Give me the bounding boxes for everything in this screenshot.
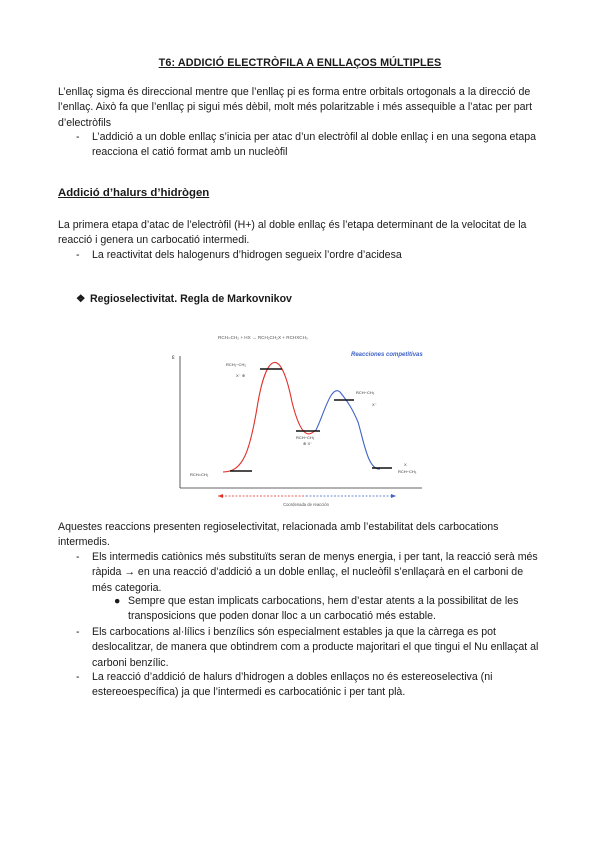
dash-marker: - — [76, 249, 80, 261]
dash-marker: - — [76, 131, 80, 143]
dash-text-allylic: Els carbocations al·lílics i benzílics són especialment estables ja que la càrrega es pot deslocalitzar, de manera que obtindrem com a producte majoritari el que tingui el Nu enllaçat al carboni benzílic. — [92, 626, 539, 669]
section-heading: Addició d’halurs d’hidrògen — [58, 187, 210, 199]
dash-marker: - — [76, 626, 80, 638]
left-arrow-head-icon — [218, 494, 223, 498]
energy-profile-figure — [168, 322, 430, 512]
product-label: RCH−CH₃ — [398, 469, 417, 474]
right-ts-sub: X⁻ — [372, 402, 377, 407]
dash-text-intermediates: Els intermedis catiònics més substituïts seran de menys energia, i per tant, la reacció serà més ràpida → en una reacció d’addició a un doble enllaç, el nucleòfil s’enllaçarà en el carboni de més categoria. — [92, 551, 538, 594]
diamond-bullet-icon: ❖ — [76, 293, 86, 305]
intro-paragraph: L’enllaç sigma és direccional mentre que l’enllaç pi es forma entre orbitals ortogonals a la direcció de l’enllaç. Això fa que l’enllaç pi sigui més dèbil, molt més polaritzable i més assequible a l’atac per part d’electròfils — [58, 86, 533, 129]
section-paragraph: La primera etapa d’atac de l’electròfil (H+) al doble enllaç és l’etapa determinant de la velocitat de la reacció i genera un carbocatió intermedi. — [58, 219, 527, 247]
x-axis-label: Coordenada de reacción — [283, 502, 329, 507]
product-sub: X — [404, 462, 407, 467]
left-ts-label: RCH₂−CH₂ — [226, 362, 246, 367]
dash-item-allylic — [76, 625, 546, 671]
reactant-label: RCH=CH₂ — [190, 472, 209, 477]
right-arrow-head-icon — [391, 494, 396, 498]
dash-marker: - — [76, 551, 80, 563]
section-dash-item — [76, 248, 546, 263]
figure-legend: Reacciones competitivas — [351, 352, 423, 358]
intermediate-label: RCH−CH₃ — [296, 435, 315, 440]
dash-item-intermediates — [76, 550, 546, 596]
right-ts-label: RCH−CH₃ — [356, 390, 375, 395]
red-pathway-curve — [223, 362, 316, 472]
dash-item-stereo — [76, 670, 546, 701]
y-axis-label: ε — [172, 355, 175, 361]
dash-text-stereo: La reacció d’addició de halurs d’hidrogen a dobles enllaços no és estereoselectiva (ni estereoespecífica) ja que l’intermedi es carbocatiónic i per tant plà. — [92, 671, 493, 699]
blue-pathway-curve — [316, 391, 380, 469]
reaction-equation: RCH=CH₂ + HX → RCH₂CH₂X + RCHXCH₃ — [218, 335, 308, 340]
dot-bullet-icon: ● — [114, 595, 121, 607]
intro-dash-text: L’addició a un doble enllaç s’inicia per atac d’un electròfil al doble enllaç i en una segona etapa reacciona el catió format amb un nucleòfil — [92, 131, 537, 159]
document-title: T6: ADDICIÓ ELECTRÒFILA A ENLLAÇOS MÚLTIPLES — [158, 57, 442, 69]
bullet-item-transpositions — [114, 594, 548, 625]
subsection-heading-text: Regioselectivitat. Regla de Markovnikov — [90, 293, 292, 305]
section-dash-text: La reactivitat dels halogenurs d’hidrogen segueix l’ordre d’acidesa — [92, 249, 402, 261]
left-ts-sub: X⁻ ⊕ — [236, 373, 246, 378]
bullet-text-transpositions: Sempre que estan implicats carbocations, hem d’estar atents a la possibilitat de les transposicions que poden donar lloc a un carbocatió més estable. — [128, 595, 519, 623]
regioselectivity-paragraph: Aquestes reaccions presenten regioselectivitat, relacionada amb l’estabilitat dels carbocations intermedis. — [58, 521, 499, 549]
dash-marker: - — [76, 671, 80, 683]
subsection-heading — [76, 293, 292, 305]
intro-dash-item — [76, 130, 546, 161]
intermediate-sub: ⊕ X⁻ — [303, 441, 313, 446]
